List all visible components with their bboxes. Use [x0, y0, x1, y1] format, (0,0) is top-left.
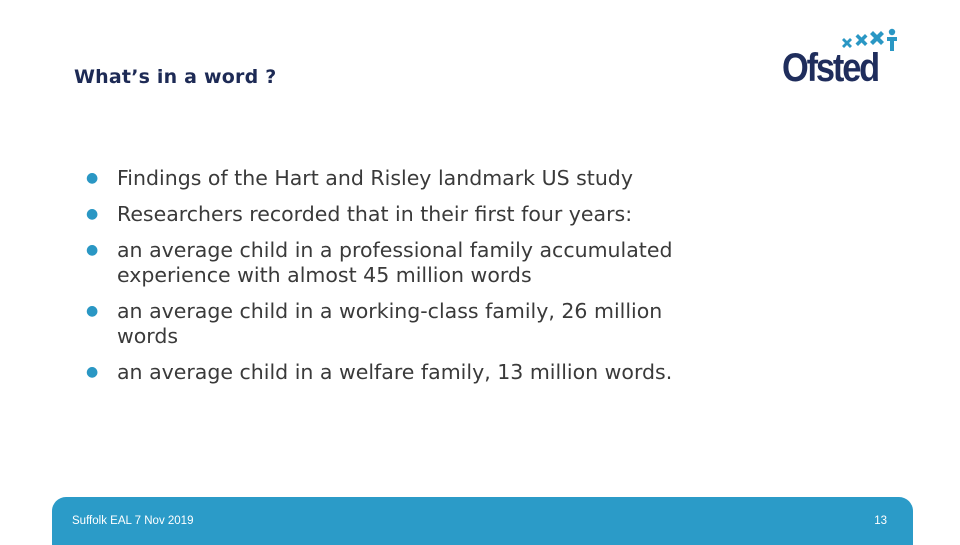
bullet-icon: ●	[86, 206, 99, 222]
list-item	[86, 166, 706, 191]
slide-title: What’s in a word ?	[74, 66, 277, 88]
bullet-icon: ●	[86, 242, 99, 258]
footer-bar	[52, 497, 913, 545]
list-item	[86, 238, 706, 288]
bullet-icon: ●	[86, 303, 99, 319]
bullet-icon: ●	[86, 364, 99, 380]
bullet-text: Findings of the Hart and Risley landmark US study	[117, 166, 633, 190]
list-item	[86, 299, 706, 349]
bullet-text: an average child in a professional family accumulated experience with almost 45 million words	[117, 238, 673, 287]
page-number: 13	[874, 515, 887, 527]
ofsted-wordmark: Ofsted	[782, 46, 879, 90]
footer-text: Suffolk EAL 7 Nov 2019	[72, 515, 194, 527]
bullet-text: an average child in a welfare family, 13 million words.	[117, 360, 673, 384]
bullet-list	[86, 166, 706, 396]
list-item	[86, 360, 706, 385]
ofsted-logo	[780, 28, 900, 90]
bullet-icon: ●	[86, 170, 99, 186]
bullet-text: an average child in a working-class family, 26 million words	[117, 299, 663, 348]
list-item	[86, 202, 706, 227]
bullet-text: Researchers recorded that in their first four years:	[117, 202, 633, 226]
